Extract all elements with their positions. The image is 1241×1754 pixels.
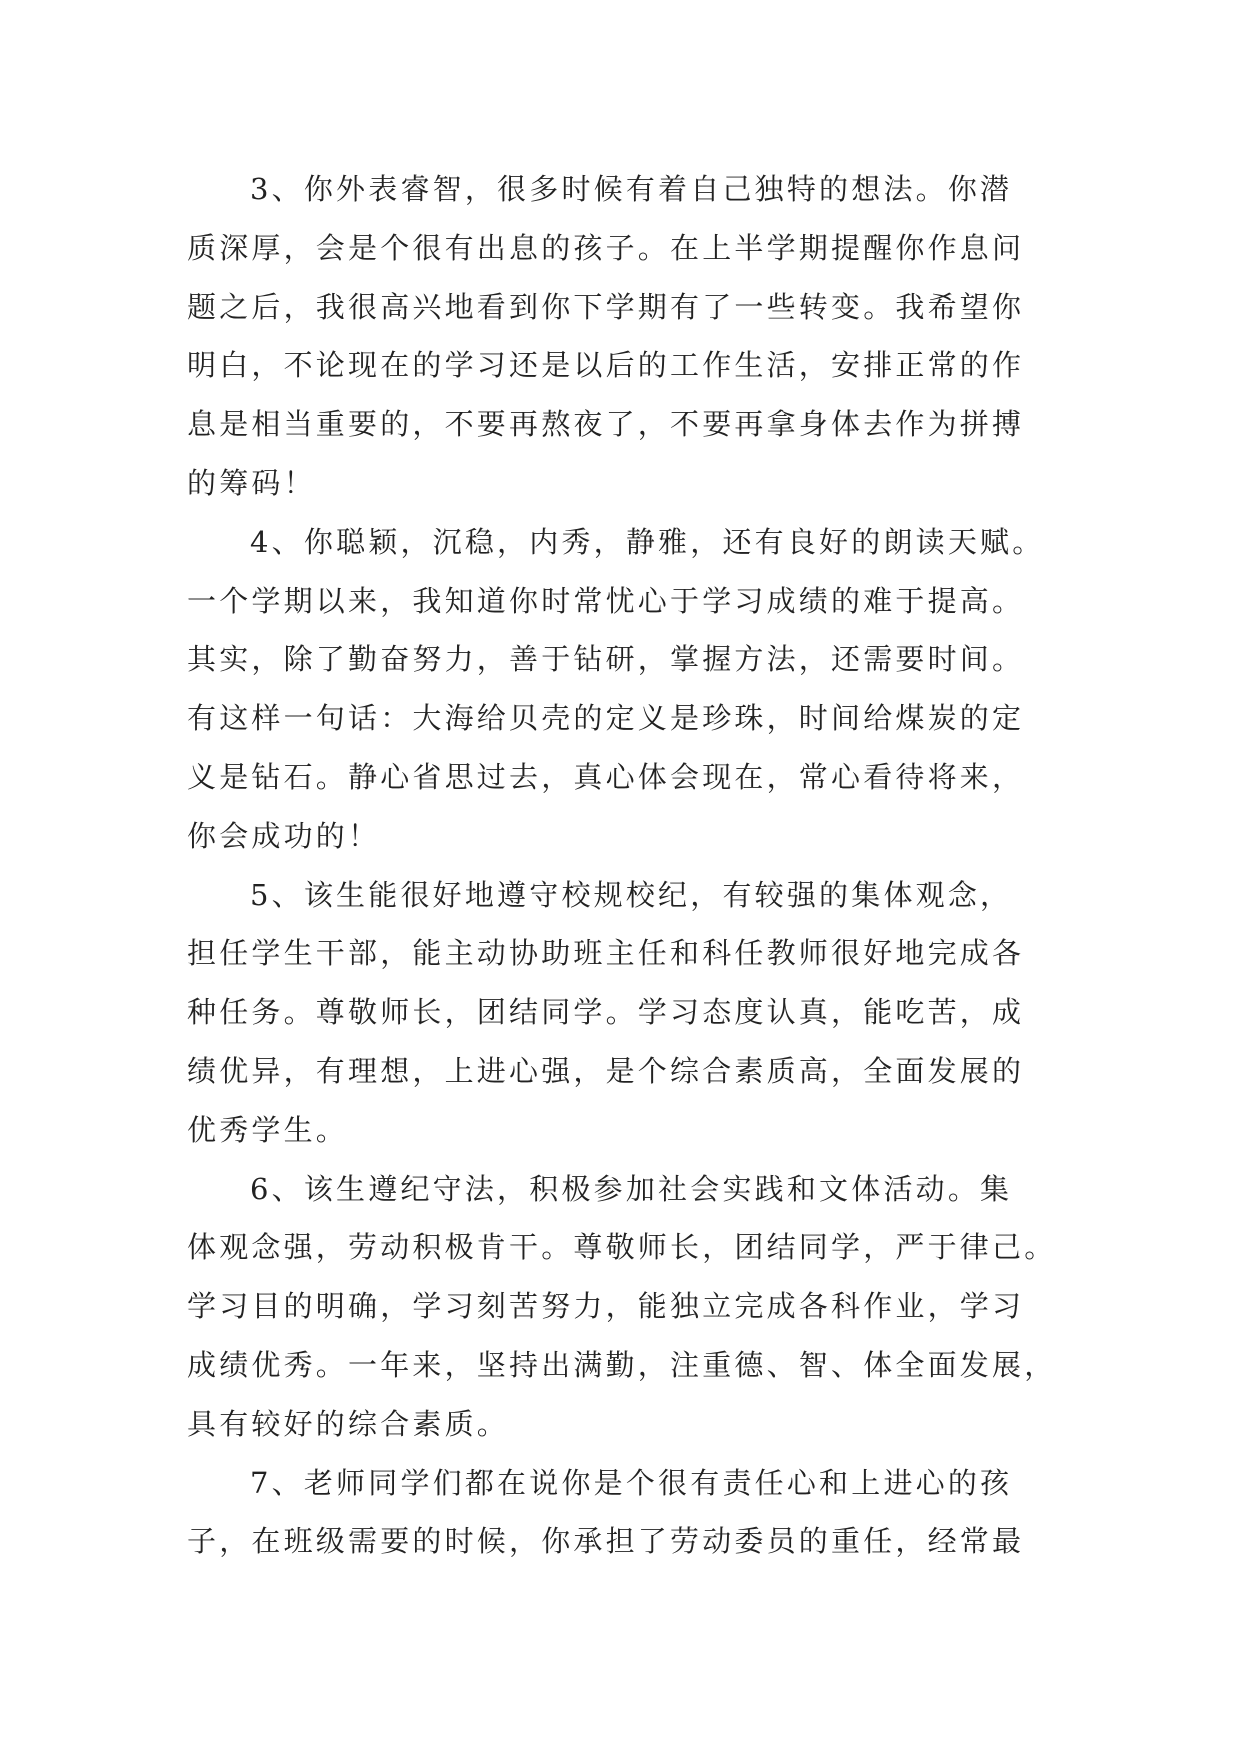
paragraph-7 bbox=[187, 1454, 1057, 1572]
text-line: 4、你聪颖，沉稳，内秀，静雅，还有良好的朗读天赋。 bbox=[250, 524, 1045, 559]
text-line: 具有较好的综合素质。 bbox=[187, 1406, 510, 1441]
text-line: 绩优异，有理想，上进心强，是个综合素质高，全面发展的 bbox=[187, 1053, 1025, 1088]
text-line: 息是相当重要的，不要再熬夜了，不要再拿身体去作为拼搏 bbox=[187, 407, 1025, 442]
paragraph-3 bbox=[187, 160, 1057, 513]
text-line: 6、该生遵纪守法，积极参加社会实践和文体活动。集 bbox=[250, 1171, 1013, 1206]
text-line: 种任务。尊敬师长，团结同学。学习态度认真，能吃苦，成 bbox=[187, 995, 1025, 1030]
paragraph-5 bbox=[187, 866, 1057, 1160]
text-line: 5、该生能很好地遵守校规校纪，有较强的集体观念， bbox=[250, 877, 1013, 912]
paragraph-6 bbox=[187, 1160, 1057, 1454]
text-line: 你会成功的！ bbox=[187, 818, 381, 853]
text-line: 学习目的明确，学习刻苦努力，能独立完成各科作业，学习 bbox=[187, 1289, 1025, 1324]
paragraph-4 bbox=[187, 513, 1057, 866]
text-line: 题之后，我很高兴地看到你下学期有了一些转变。我希望你 bbox=[187, 289, 1025, 324]
text-line: 其实，除了勤奋努力，善于钻研，掌握方法，还需要时间。 bbox=[187, 642, 1025, 677]
text-line: 明白，不论现在的学习还是以后的工作生活，安排正常的作 bbox=[187, 348, 1025, 383]
text-line: 3、你外表睿智，很多时候有着自己独特的想法。你潜 bbox=[250, 172, 1013, 206]
text-line: 体观念强，劳动积极肯干。尊敬师长，团结同学，严于律己。 bbox=[187, 1230, 1057, 1265]
document-body bbox=[187, 160, 1057, 1571]
text-line: 优秀学生。 bbox=[187, 1112, 349, 1147]
text-line: 一个学期以来，我知道你时常忧心于学习成绩的难于提高。 bbox=[187, 583, 1025, 618]
text-line: 质深厚，会是个很有出息的孩子。在上半学期提醒你作息问 bbox=[187, 230, 1025, 265]
text-line: 成绩优秀。一年来，坚持出满勤，注重德、智、体全面发展， bbox=[187, 1347, 1057, 1382]
text-line: 的筹码！ bbox=[187, 465, 316, 500]
text-line: 子，在班级需要的时候，你承担了劳动委员的重任，经常最 bbox=[187, 1524, 1025, 1559]
text-line: 义是钻石。静心省思过去，真心体会现在，常心看待将来， bbox=[187, 759, 1025, 794]
text-line: 有这样一句话：大海给贝壳的定义是珍珠，时间给煤炭的定 bbox=[187, 701, 1025, 736]
text-line: 担任学生干部，能主动协助班主任和科任教师很好地完成各 bbox=[187, 936, 1025, 971]
text-line: 7、老师同学们都在说你是个很有责任心和上进心的孩 bbox=[250, 1465, 1013, 1500]
